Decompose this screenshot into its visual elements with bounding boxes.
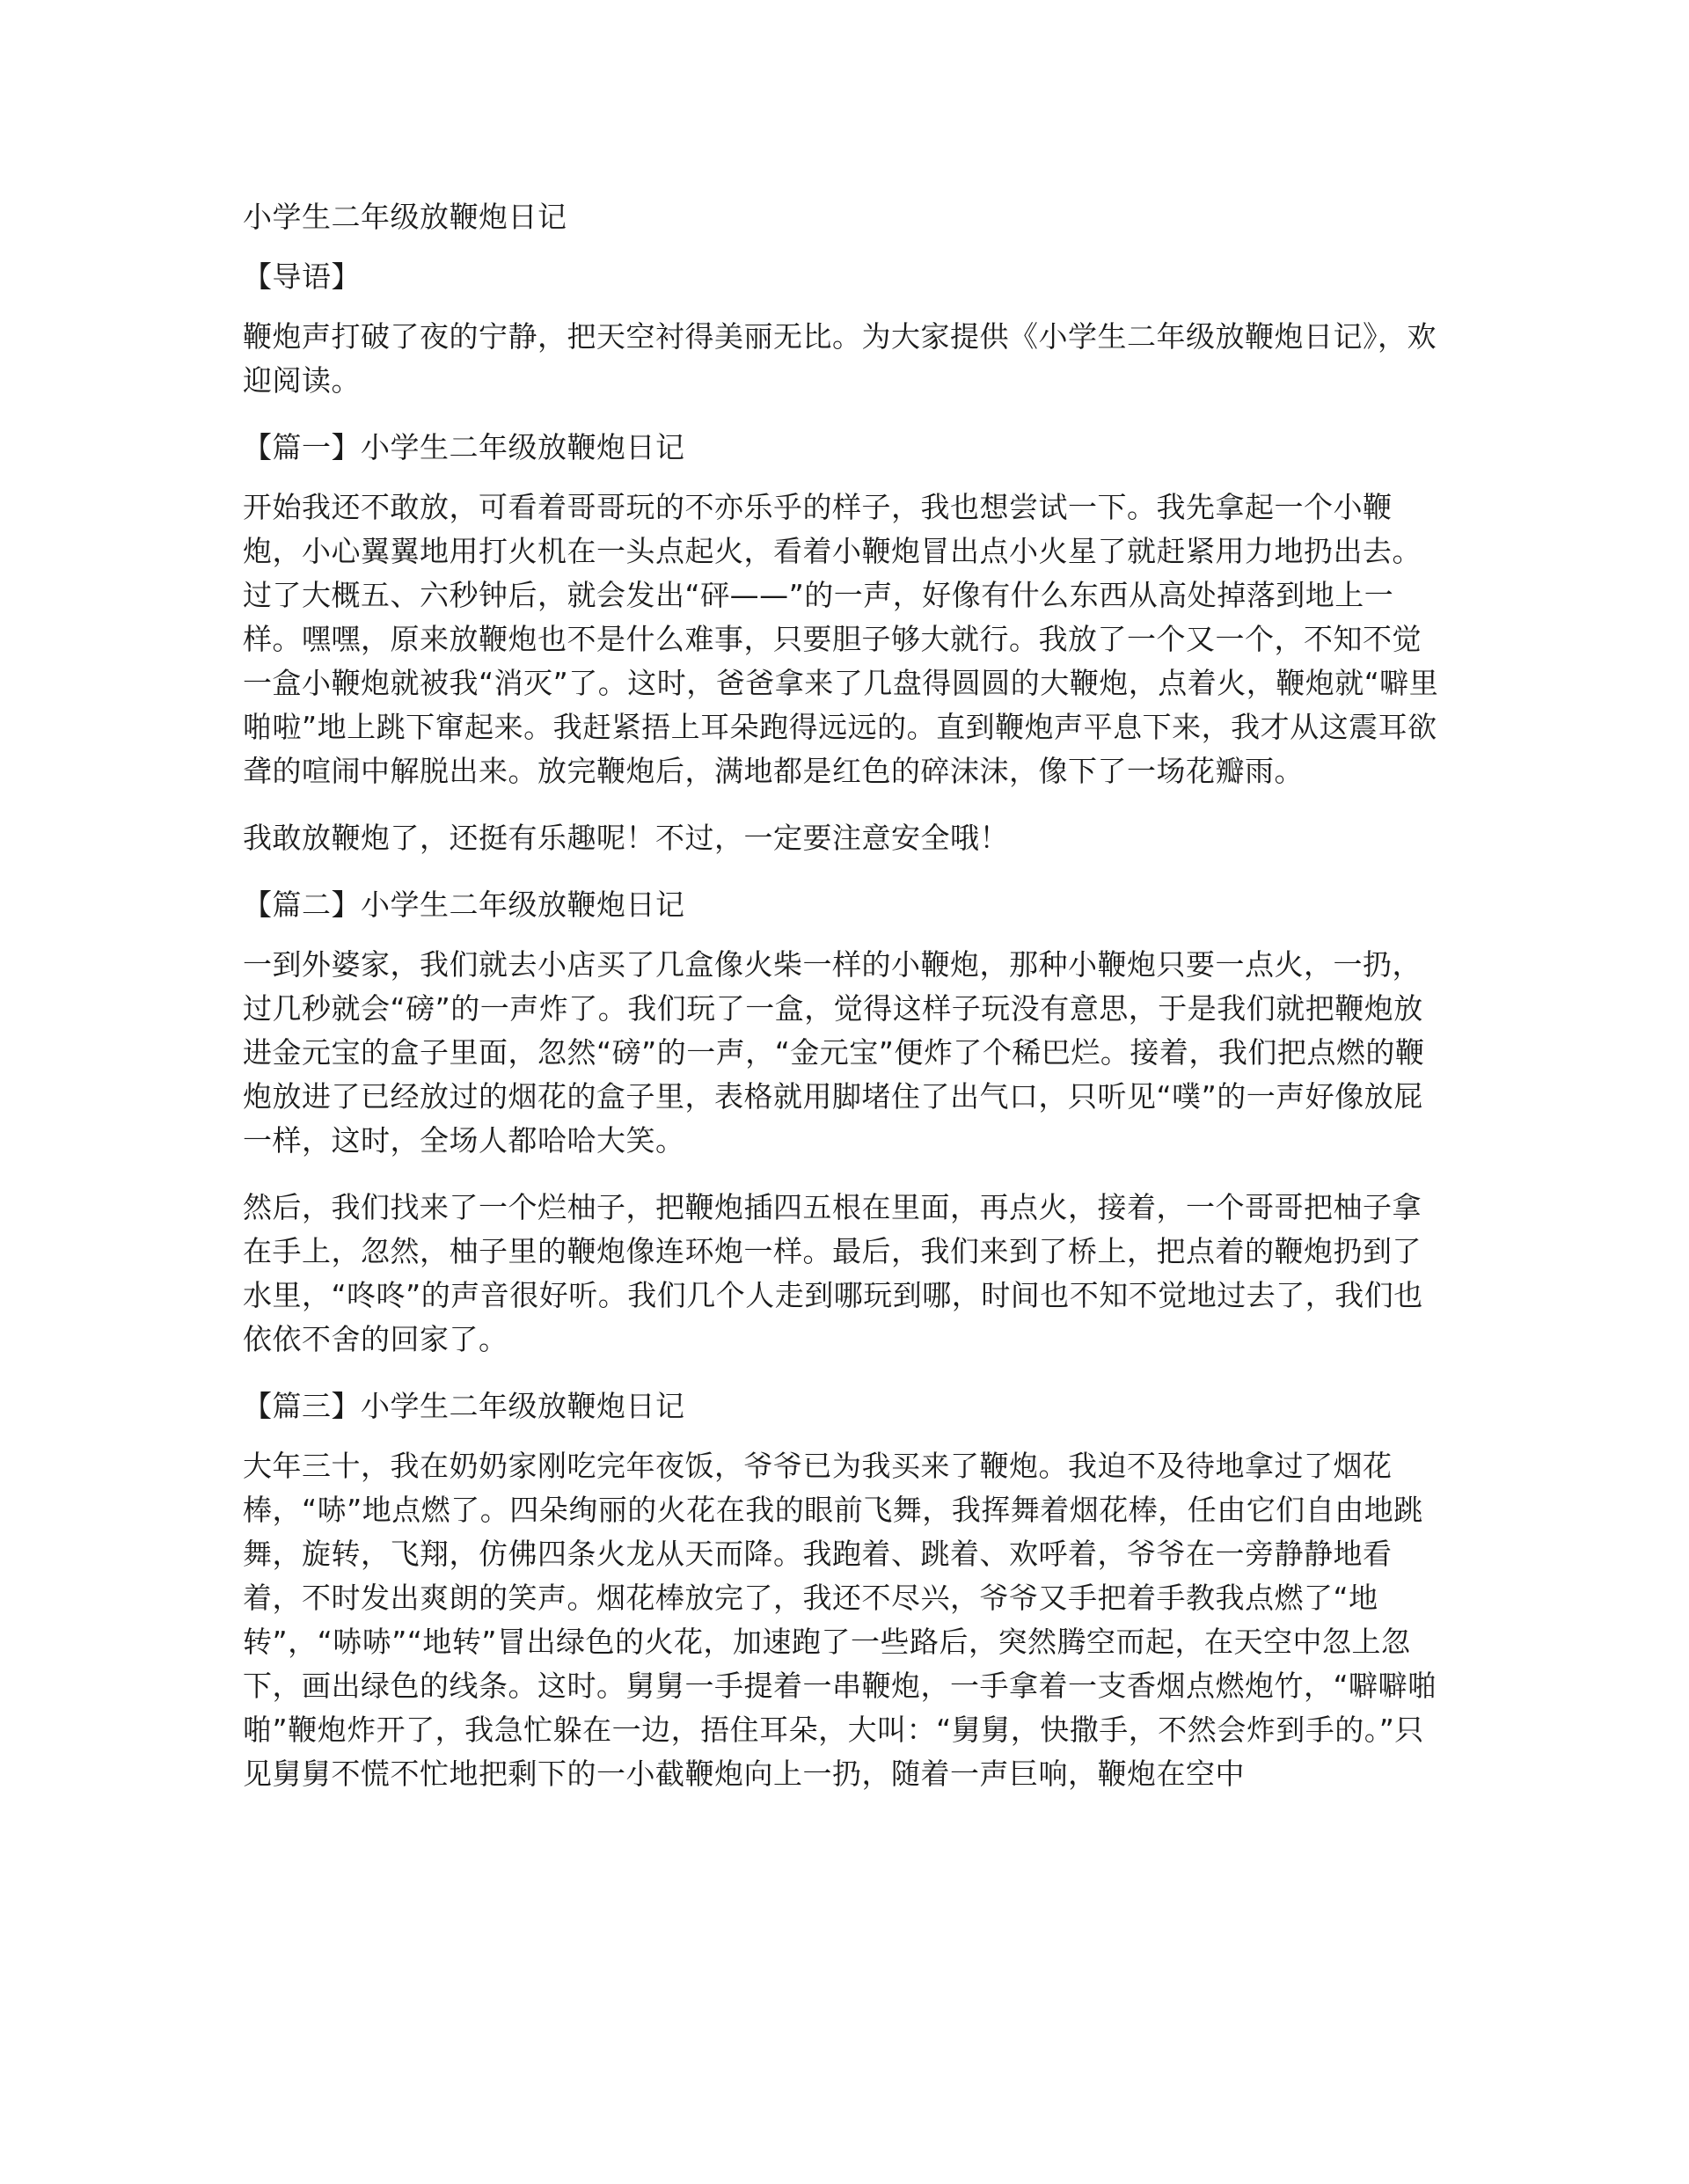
section-1-heading: 【篇一】小学生二年级放鞭炮日记 xyxy=(243,430,685,464)
document-title: 小学生二年级放鞭炮日记 xyxy=(243,200,567,234)
section-3-paragraph-1: 大年三十，我在奶奶家刚吃完年夜饭，爷爷已为我买来了鞭炮。我迫不及待地拿过了烟花棒，“哧”地点燃了。四朵绚丽的火花在我的眼前飞舞，我挥舞着烟花棒，任由它们自由地跳舞，旋转，飞翔，仿佛四条火龙从天而降。我跑着、跳着、欢呼着，爷爷在一旁静静地看着，不时发出爽朗的笑声。烟花棒放完了，我还不尽兴，爷爷又手把着手教我点燃了“地转”，“哧哧”“地转”冒出绿色的火花，加速跑了一些路后，突然腾空而起，在天空中忽上忽下，画出绿色的线条。这时。舅舅一手提着一串鞭炮，一手拿着一支香烟点燃炮竹，“噼噼啪啪”鞭炮炸开了，我急忙躲在一边，捂住耳朵，大叫：“舅舅，快撒手，不然会炸到手的。”只见舅舅不慌不忙地把剩下的一小截鞭炮向上一扔，随着一声巨响，鞭炮在空中 xyxy=(243,1449,1437,1791)
section-2-paragraph-1: 一到外婆家，我们就去小店买了几盒像火柴一样的小鞭炮，那种小鞭炮只要一点火，一扔，过几秒就会“磅”的一声炸了。我们玩了一盒，觉得这样子玩没有意思，于是我们就把鞭炮放进金元宝的盒子里面，忽然“磅”的一声，“金元宝”便炸了个稀巴烂。接着，我们把点燃的鞭炮放进了已经放过的烟花的盒子里，表格就用脚堵住了出气口，只听见“噗”的一声好像放屁一样，这时，全场人都哈哈大笑。 xyxy=(243,947,1425,1158)
section-3-heading: 【篇三】小学生二年级放鞭炮日记 xyxy=(243,1389,685,1423)
lead-label: 【导语】 xyxy=(243,259,361,294)
intro-paragraph: 鞭炮声打破了夜的宁静，把天空衬得美丽无比。为大家提供《小学生二年级放鞭炮日记》，欢迎阅读。 xyxy=(243,319,1437,398)
section-1-paragraph-2: 我敢放鞭炮了，还挺有乐趣呢！不过，一定要注意安全哦！ xyxy=(243,821,1009,855)
section-2-paragraph-2: 然后，我们找来了一个烂柚子，把鞭炮插四五根在里面，再点火，接着，一个哥哥把柚子拿在手上，忽然，柚子里的鞭炮像连环炮一样。最后，我们来到了桥上，把点着的鞭炮扔到了水里，“咚咚”的声音很好听。我们几个人走到哪玩到哪，时间也不知不觉地过去了，我们也依依不舍的回家了。 xyxy=(243,1190,1423,1356)
document-body xyxy=(243,195,1439,1819)
section-2-heading: 【篇二】小学生二年级放鞭炮日记 xyxy=(243,887,685,922)
section-1-paragraph-1: 开始我还不敢放，可看着哥哥玩的不亦乐乎的样子，我也想尝试一下。我先拿起一个小鞭炮，小心翼翼地用打火机在一头点起火，看着小鞭炮冒出点小火星了就赶紧用力地扔出去。过了大概五、六秒钟后，就会发出“砰——”的一声，好像有什么东西从高处掉落到地上一样。嘿嘿，原来放鞭炮也不是什么难事，只要胆子够大就行。我放了一个又一个，不知不觉一盒小鞭炮就被我“消灭”了。这时，爸爸拿来了几盘得圆圆的大鞭炮，点着火，鞭炮就“噼里啪啦”地上跳下窜起来。我赶紧捂上耳朵跑得远远的。直到鞭炮声平息下来，我才从这震耳欲聋的喧闹中解脱出来。放完鞭炮后，满地都是红色的碎沫沫，像下了一场花瓣雨。 xyxy=(243,490,1439,788)
